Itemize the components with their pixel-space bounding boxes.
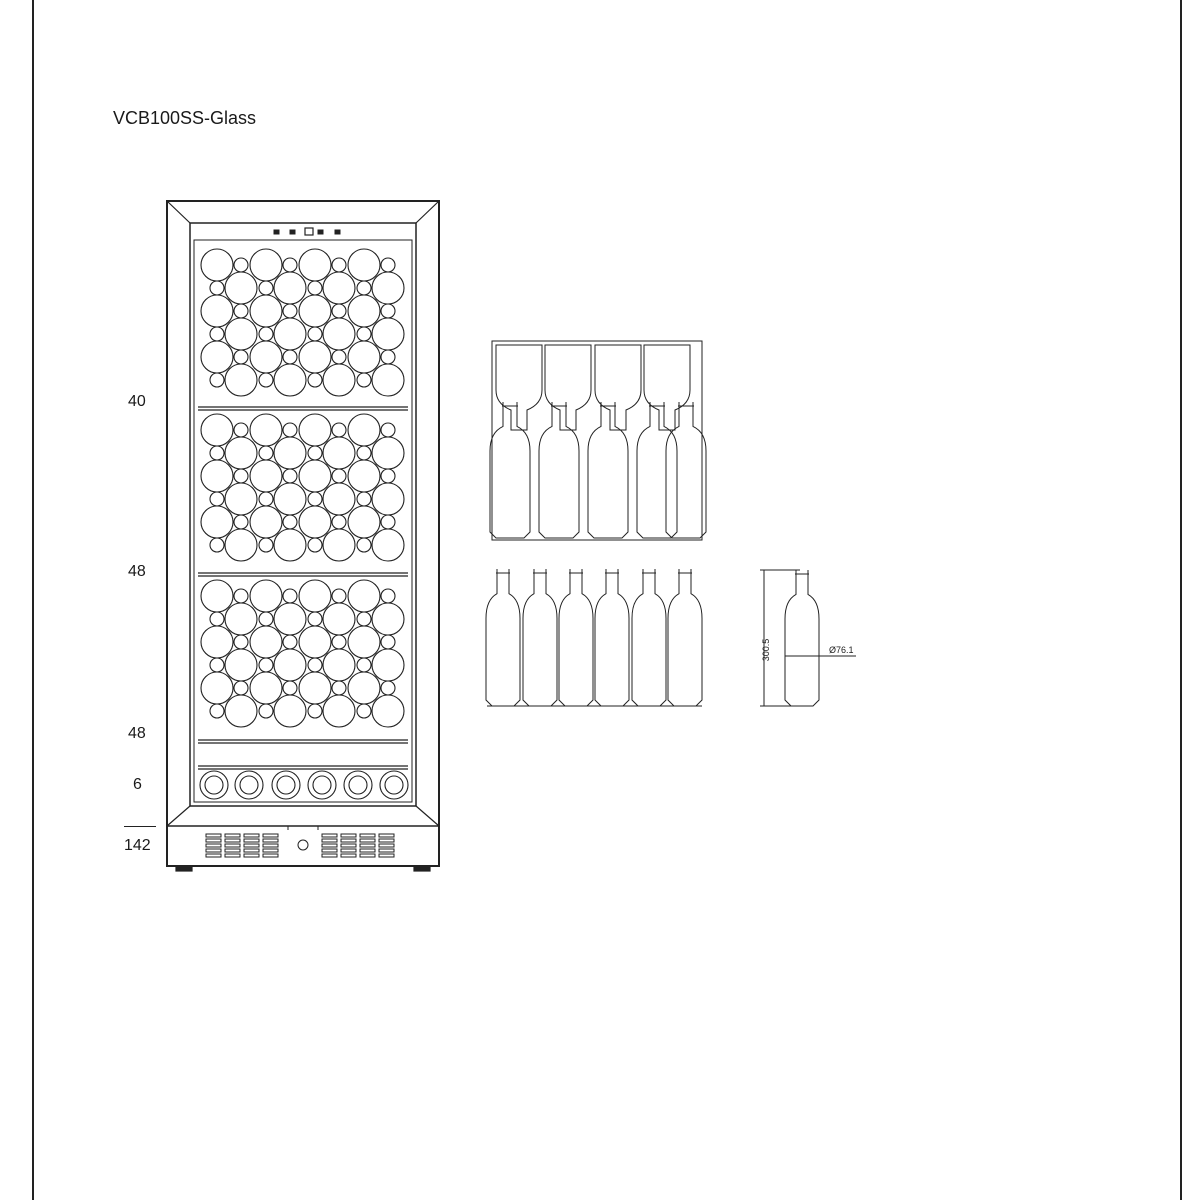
bottle-end <box>372 529 404 561</box>
bottle-end <box>250 249 282 281</box>
bottle-end <box>372 437 404 469</box>
bottle-neck <box>283 423 297 437</box>
upright-bottle <box>595 569 629 706</box>
vent-slot <box>341 839 356 842</box>
bottle-neck <box>210 327 224 341</box>
lock-icon <box>298 840 308 850</box>
bottle-end <box>323 603 355 635</box>
bottle-end <box>274 364 306 396</box>
vent-slot <box>206 839 221 842</box>
bottle-neck <box>381 423 395 437</box>
bottle-neck <box>210 446 224 460</box>
bottle-neck <box>308 446 322 460</box>
vent-slot <box>244 849 259 852</box>
vent-slot <box>206 844 221 847</box>
bottom-bottle-end <box>272 771 300 799</box>
vent-slot <box>360 844 375 847</box>
bottle-end <box>372 603 404 635</box>
bottle-neck <box>308 327 322 341</box>
bottle-neck <box>234 258 248 272</box>
bottle-neck <box>308 658 322 672</box>
bottle-neck <box>234 635 248 649</box>
vent-slot <box>379 839 394 842</box>
bottle-end <box>372 649 404 681</box>
bottom-bottle-ring <box>349 776 367 794</box>
bottle-end <box>274 318 306 350</box>
vent-slot <box>206 849 221 852</box>
bottle-neck <box>234 350 248 364</box>
vent-slot <box>225 844 240 847</box>
bottom-bottle-ring <box>240 776 258 794</box>
vent-slot <box>379 854 394 857</box>
bottle-neck <box>332 469 346 483</box>
vent-slot <box>322 849 337 852</box>
vent-slot <box>360 839 375 842</box>
single-bottle-dimension <box>760 570 856 706</box>
bottle-end <box>250 672 282 704</box>
bottle-end <box>372 483 404 515</box>
shelf-count-bottom: 6 <box>133 776 142 793</box>
bottle-end <box>250 460 282 492</box>
vent-slot <box>322 854 337 857</box>
bottle-neck <box>357 538 371 552</box>
bottle-neck <box>381 258 395 272</box>
bottle-end <box>299 414 331 446</box>
vent-slot <box>244 834 259 837</box>
stacked-bottle <box>490 402 530 538</box>
bottom-bottle-end <box>380 771 408 799</box>
bottle-end <box>323 529 355 561</box>
control-panel <box>274 228 340 235</box>
bottle-neck <box>210 658 224 672</box>
bottle-end <box>323 318 355 350</box>
upright-bottle <box>632 569 666 706</box>
vent-slot <box>225 849 240 852</box>
bottle-end <box>299 295 331 327</box>
bottle-neck <box>210 492 224 506</box>
bottle-end <box>225 603 257 635</box>
vent-slot <box>263 834 278 837</box>
bottle-end <box>225 364 257 396</box>
shelf-count-top: 40 <box>128 393 146 410</box>
bottle-neck <box>332 635 346 649</box>
vent-slot <box>322 839 337 842</box>
vent-slot <box>263 844 278 847</box>
bottle-neck <box>381 681 395 695</box>
bottle-neck <box>381 304 395 318</box>
bottle-neck <box>381 589 395 603</box>
bottle-neck <box>357 492 371 506</box>
bottle-neck <box>332 258 346 272</box>
bottle-neck <box>259 281 273 295</box>
bottle-neck <box>234 469 248 483</box>
bottle-neck <box>308 612 322 626</box>
bottom-bottle-ring <box>313 776 331 794</box>
bottle-end <box>348 580 380 612</box>
ventilation-grille <box>206 826 394 857</box>
bottle-end <box>323 364 355 396</box>
bottle-neck <box>210 281 224 295</box>
bottle-neck <box>308 492 322 506</box>
bottle-end <box>201 626 233 658</box>
vent-slot <box>360 854 375 857</box>
bottle-end <box>274 483 306 515</box>
vent-slot <box>244 844 259 847</box>
vent-slot <box>341 844 356 847</box>
vent-slot <box>379 849 394 852</box>
bottom-bottle-ring <box>205 776 223 794</box>
bottle-end <box>372 272 404 304</box>
bottle-end <box>274 437 306 469</box>
bottle-neck <box>332 423 346 437</box>
bottle-end <box>225 272 257 304</box>
inverted-bottle <box>644 345 690 430</box>
bottle-end <box>348 506 380 538</box>
bottle-neck <box>259 327 273 341</box>
bottle-neck <box>357 373 371 387</box>
bottle-neck <box>210 704 224 718</box>
bottle-end <box>225 695 257 727</box>
bottle-end <box>225 529 257 561</box>
vent-slot <box>206 834 221 837</box>
vent-slot <box>244 854 259 857</box>
upright-bottle <box>486 569 520 706</box>
bottle-neck <box>283 515 297 529</box>
bottle-end <box>225 318 257 350</box>
vent-slot <box>379 834 394 837</box>
bottom-bottle-ring <box>385 776 403 794</box>
shelf-count-middle: 48 <box>128 563 146 580</box>
bottle-neck <box>308 281 322 295</box>
vent-slot <box>206 854 221 857</box>
bottle-diameter-dimension: Ø76.1 <box>829 645 854 655</box>
bottle-height-dimension: 300.5 <box>761 638 771 662</box>
stack-frame <box>492 341 702 540</box>
bottle-end <box>323 437 355 469</box>
upright-bottle <box>523 569 557 706</box>
vent-slot <box>322 844 337 847</box>
bottle-neck <box>283 350 297 364</box>
vent-slot <box>341 854 356 857</box>
bottle-neck <box>259 446 273 460</box>
bottle-neck <box>259 538 273 552</box>
bottle-end <box>299 341 331 373</box>
bottle-neck <box>259 658 273 672</box>
bottle-end <box>250 506 282 538</box>
bottle-end <box>201 341 233 373</box>
bottle-neck <box>357 704 371 718</box>
bottle-neck <box>283 635 297 649</box>
bottle-end <box>274 529 306 561</box>
bottom-bottle-end <box>235 771 263 799</box>
bottle-neck <box>357 658 371 672</box>
vent-slot <box>263 849 278 852</box>
bottle-neck <box>210 612 224 626</box>
bottle-neck <box>234 589 248 603</box>
bottle-neck <box>259 492 273 506</box>
vent-slot <box>263 854 278 857</box>
bottle-end <box>348 460 380 492</box>
bottle-neck <box>234 681 248 695</box>
bottle-neck <box>283 469 297 483</box>
bottle-end <box>201 672 233 704</box>
bottle-neck <box>308 538 322 552</box>
bottle-end <box>250 295 282 327</box>
bottle-end <box>250 626 282 658</box>
bottle-end <box>323 695 355 727</box>
vent-slot <box>360 834 375 837</box>
bottle-neck <box>357 281 371 295</box>
bottle-neck <box>332 589 346 603</box>
bottle-neck <box>210 373 224 387</box>
bottle-neck <box>259 704 273 718</box>
bottle-end <box>201 460 233 492</box>
bottle-end <box>348 341 380 373</box>
bottle-neck <box>308 704 322 718</box>
upright-bottle <box>668 569 702 706</box>
bottle-neck <box>381 469 395 483</box>
bottle-neck <box>381 350 395 364</box>
vent-slot <box>341 849 356 852</box>
vent-slot <box>225 834 240 837</box>
bottle-end <box>372 364 404 396</box>
bottle-end <box>299 506 331 538</box>
bottom-bottle-end <box>200 771 228 799</box>
bottle-neck <box>210 538 224 552</box>
bottle-end <box>348 626 380 658</box>
bottle-neck <box>259 612 273 626</box>
bottle-end <box>348 295 380 327</box>
bottle-end <box>201 414 233 446</box>
single-bottle-outline <box>785 570 819 706</box>
bottle-neck <box>357 612 371 626</box>
total-bottle-count: 142 <box>124 837 151 854</box>
bottle-end <box>225 437 257 469</box>
bottle-neck <box>357 327 371 341</box>
bottle-neck <box>308 373 322 387</box>
bottle-end <box>348 249 380 281</box>
bottle-neck <box>283 304 297 318</box>
bottle-end <box>299 460 331 492</box>
upright-bottle <box>559 569 593 706</box>
shelves <box>198 407 408 769</box>
model-title: VCB100SS-Glass <box>113 108 257 128</box>
bottom-bottle-end <box>308 771 336 799</box>
bottle-end <box>274 272 306 304</box>
bottle-end <box>274 649 306 681</box>
bottle-neck <box>259 373 273 387</box>
bottle-end <box>323 649 355 681</box>
bottle-end <box>299 672 331 704</box>
bottle-end <box>299 580 331 612</box>
stacked-bottle <box>666 402 706 538</box>
bottle-end <box>250 414 282 446</box>
bottle-end <box>201 580 233 612</box>
bottom-bottle-ring <box>277 776 295 794</box>
vent-slot <box>322 834 337 837</box>
stacked-bottles-diagram <box>490 341 706 540</box>
vent-slot <box>263 839 278 842</box>
bottle-end <box>299 626 331 658</box>
vent-slot <box>225 839 240 842</box>
bottle-neck <box>332 681 346 695</box>
bottle-end <box>348 672 380 704</box>
stacked-bottle <box>539 402 579 538</box>
bottle-ends <box>200 249 408 799</box>
bottle-end <box>274 603 306 635</box>
shelf-count-lower: 48 <box>128 725 146 742</box>
bottle-neck <box>381 515 395 529</box>
bottle-end <box>225 649 257 681</box>
bottle-end <box>372 318 404 350</box>
bottle-end <box>201 506 233 538</box>
bottle-end <box>299 249 331 281</box>
bottle-neck <box>283 258 297 272</box>
bottle-neck <box>283 681 297 695</box>
bottle-neck <box>357 446 371 460</box>
bottom-bottle-end <box>344 771 372 799</box>
bottle-neck <box>332 515 346 529</box>
bottle-neck <box>283 589 297 603</box>
bottle-end <box>225 483 257 515</box>
stacked-bottle <box>588 402 628 538</box>
bottle-neck <box>332 304 346 318</box>
bottle-row-diagram <box>486 569 702 706</box>
stacked-bottle <box>637 402 677 538</box>
bottle-end <box>323 483 355 515</box>
bottle-end <box>250 341 282 373</box>
vent-slot <box>244 839 259 842</box>
bottle-end <box>201 295 233 327</box>
bottle-end <box>348 414 380 446</box>
bottle-end <box>274 695 306 727</box>
bottle-neck <box>234 423 248 437</box>
vent-slot <box>341 834 356 837</box>
vent-slot <box>360 849 375 852</box>
bottle-neck <box>234 515 248 529</box>
bottle-neck <box>234 304 248 318</box>
bottle-neck <box>332 350 346 364</box>
vent-slot <box>225 854 240 857</box>
bottle-end <box>323 272 355 304</box>
bottle-end <box>250 580 282 612</box>
inverted-bottle <box>595 345 641 430</box>
vent-slot <box>379 844 394 847</box>
bottle-neck <box>381 635 395 649</box>
bottle-end <box>372 695 404 727</box>
bottle-end <box>201 249 233 281</box>
